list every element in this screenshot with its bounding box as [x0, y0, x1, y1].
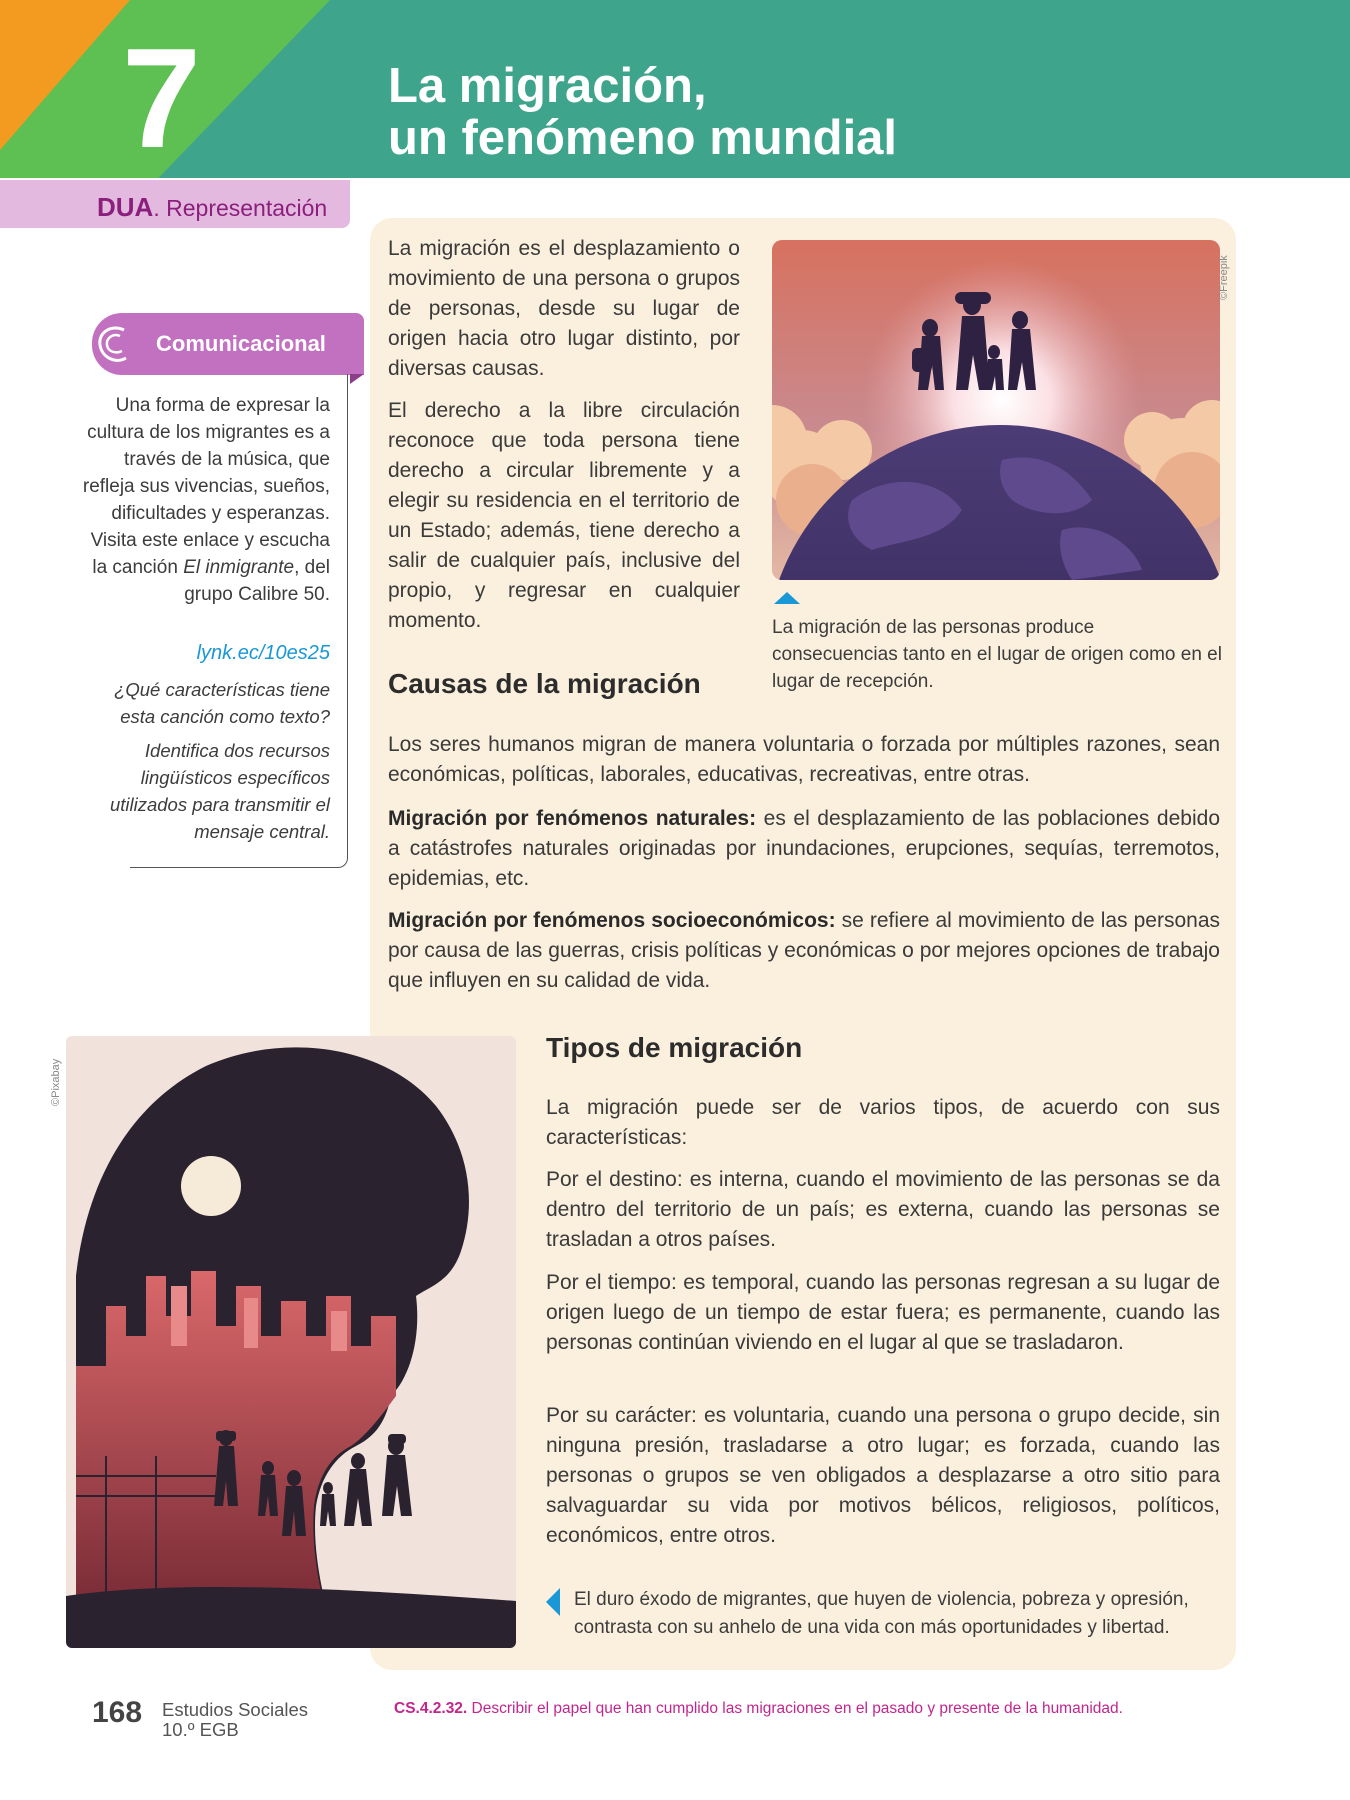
- sidebar-text-main: Una forma de expresar la cultura de los migrantes es a través de la música, que refleja sus vivencias, sueños, dificultades y esperanzas. Visita este enlace y escucha la canción: [82, 395, 330, 578]
- naturales-text: es el desplazamiento de las poblaciones debido a catástrofes naturales originadas por inundaciones, erupciones, sequías, terremotos, epidemias, etc.: [388, 807, 1220, 890]
- criterion-code: CS.4.2.32.: [394, 1700, 468, 1717]
- dua-rest: . Representación: [153, 195, 328, 221]
- chapter-title-line1: La migración,: [388, 59, 707, 113]
- paragraph-naturales: [388, 804, 1220, 894]
- image1-credit: ©Freepik: [1218, 255, 1230, 300]
- tipos-heading: Tipos de migración: [546, 1032, 803, 1063]
- subject-label: [162, 1700, 308, 1740]
- comunicacional-label: Comunicacional: [156, 331, 326, 356]
- paragraph-definition: La migración es el desplazamiento o movimiento de una persona o grupos de personas, desde su lugar de origen hacia otro lugar distinto, por diversas causas.: [388, 237, 740, 380]
- caption-up-arrow-icon: [774, 592, 800, 604]
- socioeconomicos-term: Migración por fenómenos socioeconómicos:: [388, 909, 836, 932]
- paragraph-destino: Por el destino: es interna, cuando el movimiento de las personas se da dentro del territorio de un país; es externa, cuando las personas se trasladan a otros países.: [546, 1168, 1220, 1251]
- head-illustration: [66, 1036, 516, 1648]
- grade-level: 10.º EGB: [162, 1719, 239, 1740]
- criterion-text: Describir el papel que han cumplido las migraciones en el pasado y presente de la humanidad.: [467, 1700, 1123, 1717]
- dua-label: [97, 192, 327, 223]
- paragraph-caracter: Por su carácter: es voluntaria, cuando una persona o grupo decide, sin ninguna presión, trasladarse a otro lugar; es forzada, cuando las personas o grupos se ven obligados a desplazarse a otro sitio para salvaguardar su vida por motivos bélicos, religiosos, políticos, económicos, entre otros.: [546, 1404, 1220, 1547]
- comunicacional-c-icon: [94, 322, 134, 366]
- subject-name: Estudios Sociales: [162, 1699, 309, 1720]
- evaluation-criterion: [394, 1700, 1123, 1718]
- image2-credit: ©Pixabay: [50, 1058, 62, 1106]
- naturales-term: Migración por fenómenos naturales:: [388, 807, 757, 830]
- chapter-title: [388, 60, 897, 164]
- paragraph-tipos-intro: La migración puede ser de varios tipos, de acuerdo con sus características:: [546, 1096, 1220, 1149]
- image2-caption: El duro éxodo de migrantes, que huyen de violencia, pobreza y opresión, contrasta con su anhelo de una vida con más oportunidades y libertad.: [574, 1589, 1189, 1638]
- page-number: 168: [92, 1696, 143, 1729]
- sidebar-text-after: , del grupo Calibre 50.: [184, 557, 330, 605]
- badge-tail: [350, 374, 364, 384]
- song-link[interactable]: lynk.ec/10es25: [196, 642, 330, 664]
- paragraph-libre-circulacion: El derecho a la libre circulación reconoce que toda persona tiene derecho a circular libremente y a elegir su residencia en el territorio de un Estado; además, tiene derecho a salir de cualquier país, inclusive del propio, y regresar en cualquier momento.: [388, 399, 740, 632]
- paragraph-tiempo: Por el tiempo: es temporal, cuando las personas regresan a su lugar de origen luego de un tiempo de estar fuera; es permanente, cuando las personas continúan viviendo en el lugar al que se trasladaron.: [546, 1271, 1220, 1354]
- causas-heading: Causas de la migración: [388, 668, 701, 699]
- sidebar-question-2: Identifica dos recursos lingüísticos específicos utilizados para transmitir el mensaje central.: [109, 740, 330, 842]
- sidebar-text: [82, 392, 330, 608]
- chapter-title-line2: un fenómeno mundial: [388, 111, 898, 165]
- sidebar-question-1: ¿Qué características tiene esta canción como texto?: [114, 679, 330, 727]
- socioeconomicos-text: se refiere al movimiento de las personas por causa de las guerras, crisis políticas y económicas o por mejores opciones de trabajo que influyen en su calidad de vida.: [388, 909, 1220, 992]
- migrant-family-globe-image: [772, 240, 1220, 580]
- globe-illustration: [772, 240, 1220, 580]
- paragraph-causas: Los seres humanos migran de manera voluntaria o forzada por múltiples razones, sean económicas, políticas, laborales, educativas, recreativas, entre otras.: [388, 733, 1220, 786]
- paragraph-socioeconomicos: [388, 906, 1220, 996]
- dua-bold: DUA: [97, 192, 154, 222]
- song-title: El inmigrante: [183, 557, 295, 578]
- image1-caption: La migración de las personas produce consecuencias tanto en el lugar de origen como en el lugar de recepción.: [772, 617, 1222, 692]
- unit-number: 7: [122, 19, 201, 178]
- caption-left-arrow-icon: [546, 1588, 560, 1616]
- migrant-head-silhouette-image: [66, 1036, 516, 1648]
